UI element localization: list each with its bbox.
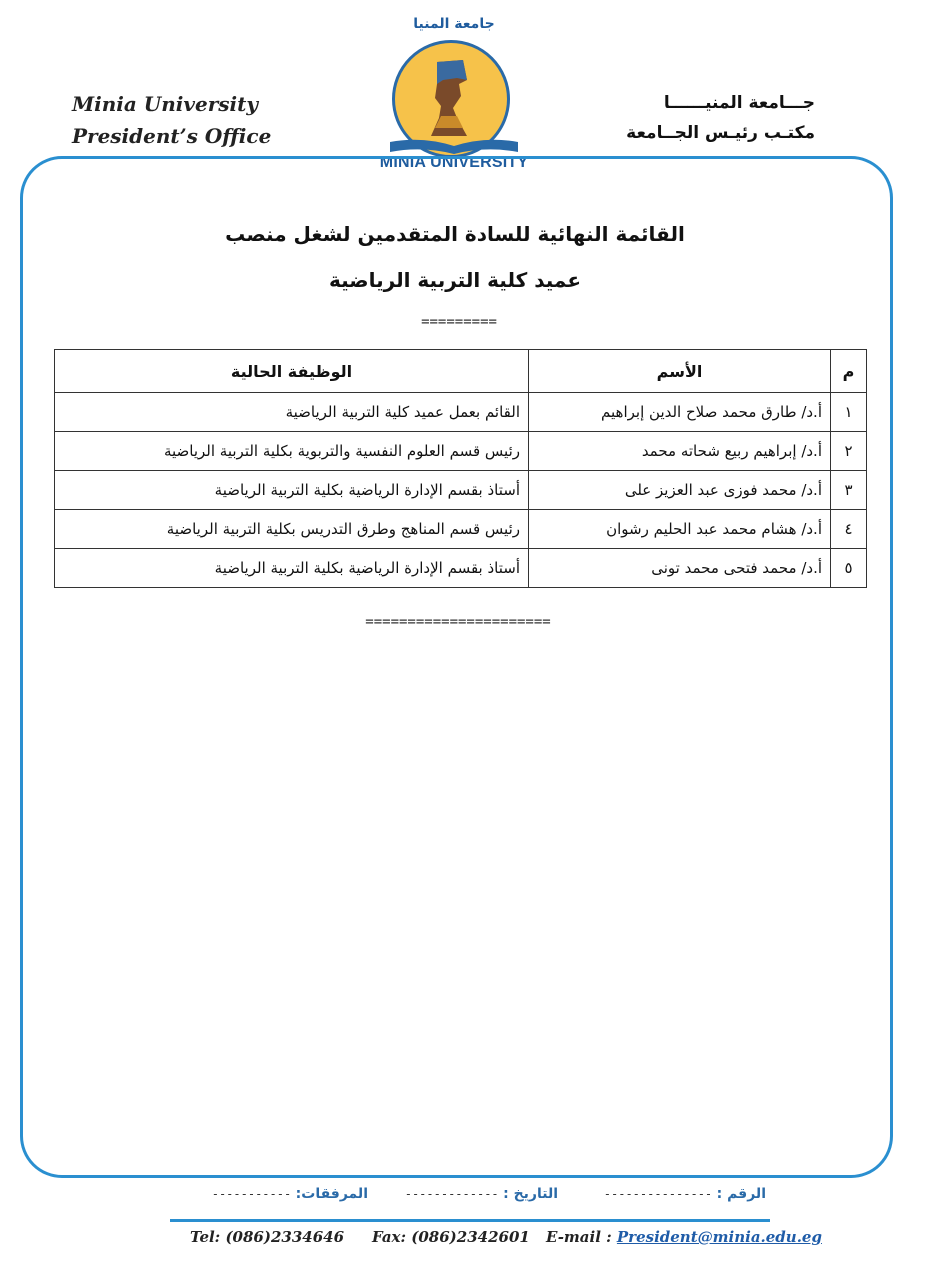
document-title: القائمة النهائية للسادة المتقدمين لشغل منصب: [225, 222, 685, 246]
row-job: رئيس قسم المناهج وطرق التدريس بكلية التربية الرياضية: [55, 510, 529, 549]
row-job: أستاذ بقسم الإدارة الرياضية بكلية التربية الرياضية: [55, 549, 529, 588]
ref-attach-dash: -----------: [211, 1187, 292, 1201]
table-row: [55, 471, 867, 510]
row-num: ١: [831, 393, 867, 432]
row-name: أ.د/ محمد فتحى محمد تونى: [529, 549, 831, 588]
header-name: الأسم: [529, 350, 831, 393]
email-link[interactable]: President@minia.edu.eg: [616, 1228, 822, 1246]
office-name-ar: مكتـب رئيـس الجــامعة: [626, 123, 815, 143]
contact-email: [546, 1228, 822, 1246]
ref-number-label: الرقم :: [716, 1186, 766, 1202]
header-num: م: [831, 350, 867, 393]
row-name: أ.د/ طارق محمد صلاح الدين إبراهيم: [529, 393, 831, 432]
ref-attach-field: [212, 1186, 368, 1202]
row-job: أستاذ بقسم الإدارة الرياضية بكلية التربية الرياضية: [55, 471, 529, 510]
row-name: أ.د/ هشام محمد عبد الحليم رشوان: [529, 510, 831, 549]
logo-arc-text: جامعة المنيا: [413, 16, 495, 32]
header-job: الوظيفة الحالية: [55, 350, 529, 393]
header-english: [72, 88, 271, 152]
footer-divider: [170, 1219, 770, 1222]
candidates-table: [54, 349, 867, 588]
header-arabic: [626, 88, 815, 148]
contact-tel: Tel: (086)2334646: [190, 1228, 345, 1246]
contact-fax: Fax: (086)2342601: [372, 1228, 530, 1246]
document-subtitle: عميد كلية التربية الرياضية: [329, 268, 581, 292]
nefertiti-icon: [423, 58, 473, 136]
table-header-row: [55, 350, 867, 393]
separator-long: ======================: [365, 614, 551, 630]
ref-attach-label: المرفقات:: [295, 1186, 368, 1202]
row-num: ٥: [831, 549, 867, 588]
row-job: القائم بعمل عميد كلية التربية الرياضية: [55, 393, 529, 432]
logo-name-text: MINIA UNIVERSITY: [379, 154, 529, 171]
row-num: ٤: [831, 510, 867, 549]
reference-row: [186, 1186, 766, 1210]
office-name-en: President’s Office: [72, 124, 272, 148]
row-name: أ.د/ محمد فوزى عبد العزيز على: [529, 471, 831, 510]
table-row: [55, 393, 867, 432]
table-row: [55, 549, 867, 588]
university-logo: [378, 14, 530, 178]
ref-date-field: [405, 1186, 558, 1202]
ref-date-label: التاريخ :: [503, 1186, 558, 1202]
row-num: ٢: [831, 432, 867, 471]
row-num: ٣: [831, 471, 867, 510]
page-frame: [20, 156, 893, 1178]
email-label: E-mail :: [546, 1228, 617, 1246]
row-name: أ.د/ إبراهيم ربيع شحاته محمد: [529, 432, 831, 471]
ref-number-dash: ---------------: [603, 1187, 713, 1201]
separator-short: =========: [421, 314, 497, 330]
ref-date-dash: -------------: [404, 1187, 499, 1201]
ref-number-field: [604, 1186, 766, 1202]
university-name-ar: جـــامعة المنيــــــا: [663, 93, 815, 113]
table-row: [55, 510, 867, 549]
table-row: [55, 432, 867, 471]
university-name-en: Minia University: [72, 92, 258, 116]
row-job: رئيس قسم العلوم النفسية والتربوية بكلية التربية الرياضية: [55, 432, 529, 471]
